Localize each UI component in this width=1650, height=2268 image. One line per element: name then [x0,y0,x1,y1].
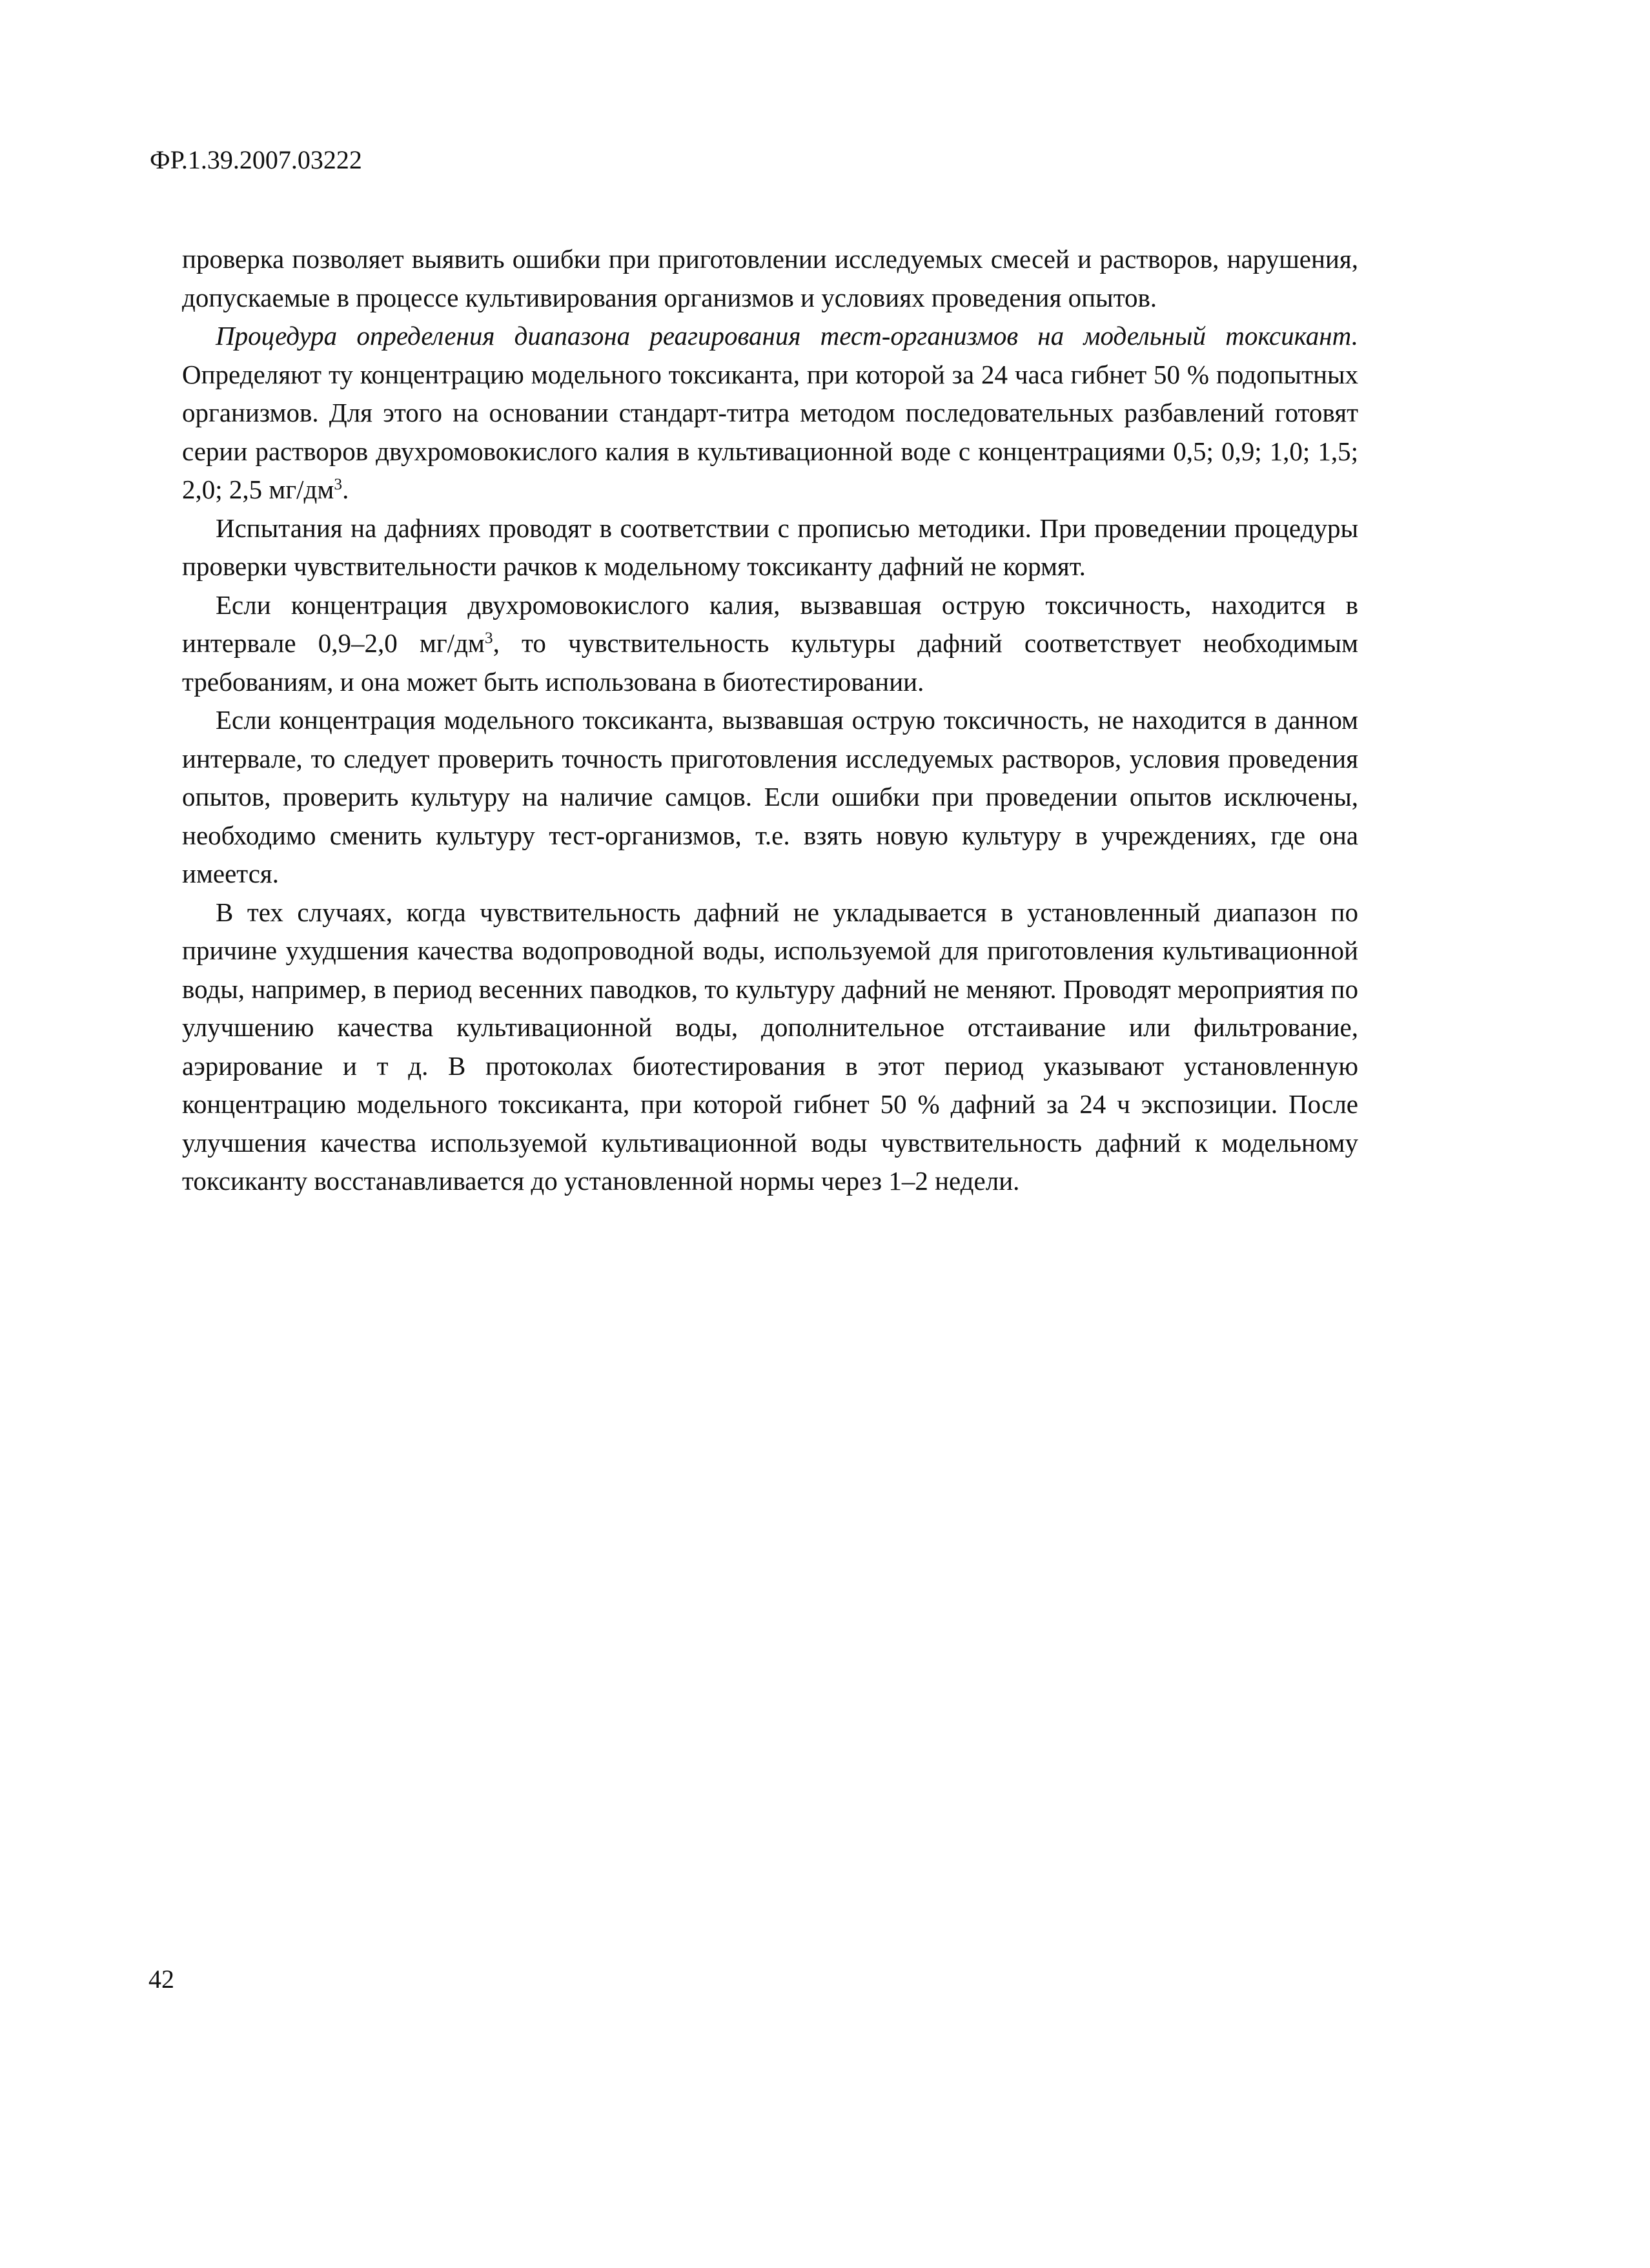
paragraph-daphnia-tests: Испытания на дафниях проводят в соответствии с прописью методики. При проведении процедуры проверки чувствительности рачков к модельному токсиканту дафний не кормят. [182,513,1358,581]
paragraph-procedure [182,317,1358,509]
superscript-three: 3 [334,475,343,494]
procedure-text: Определяют ту концентрацию модельного токсиканта, при которой за 24 часа гибнет 50 % подопытных организмов. Для этого на основании стандарт-титра методом последовательных разбавлений готовят серии растворов двухромовокислого калия в культивационной воде с концентрациями 0,5; 0,9; 1,0; 1,5; 2,0; 2,5 мг/дм [182,359,1358,504]
paragraph-concentration-interval [182,586,1358,702]
superscript-three: 3 [484,629,493,648]
page-number: 42 [148,1965,174,1994]
procedure-text-end: . [342,475,349,504]
paragraph-water-quality: В тех случаях, когда чувствительность дафний не укладывается в установленный диапазон по причине ухудшения качества водопроводной воды, используемой для приготовления культивационной воды, например, в период весенних паводков, то культуру дафний не меняют. Проводят мероприятия по улучшению качества культивационной воды, дополнительное отстаивание или фильтрование, аэрирование и т д. В протоколах биотестирования в этот период указывают установленную концентрацию модельного токсиканта, при которой гибнет 50 % дафний за 24 ч экспозиции. После улучшения качества используемой культивационной воды чувствительность дафний к модельному токсиканту восстанавливается до установленной нормы через 1–2 недели. [182,897,1358,1196]
paragraph-outside-interval: Если концентрация модельного токсиканта, вызвавшая острую токсичность, не находится в данном интервале, то следует проверить точность приготовления исследуемых растворов, условия проведения опытов, проверить культуру на наличие самцов. Если ошибки при проведении опытов исключены, необходимо сменить культуру тест-организмов, т.е. взять новую культуру в учреждениях, где она имеется. [182,705,1358,888]
interval-text-end: , то чувствительность культуры дафний соответствует необходимым требованиям, и она может быть использована в биотестировании. [182,628,1358,697]
procedure-heading: Процедура определения диапазона реагирования тест-организмов на модельный токсикант. [216,321,1358,351]
paragraph-continuation: проверка позволяет выявить ошибки при приготовлении исследуемых смесей и растворов, нарушения, допускаемые в процессе культивирования организмов и условиях проведения опытов. [182,244,1358,312]
interval-text: Если концентрация двухромовокислого калия, вызвавшая острую токсичность, находится в интервале 0,9–2,0 мг/дм [182,589,1358,658]
document-code-header: ФР.1.39.2007.03222 [150,145,362,174]
document-body [182,240,1358,1201]
